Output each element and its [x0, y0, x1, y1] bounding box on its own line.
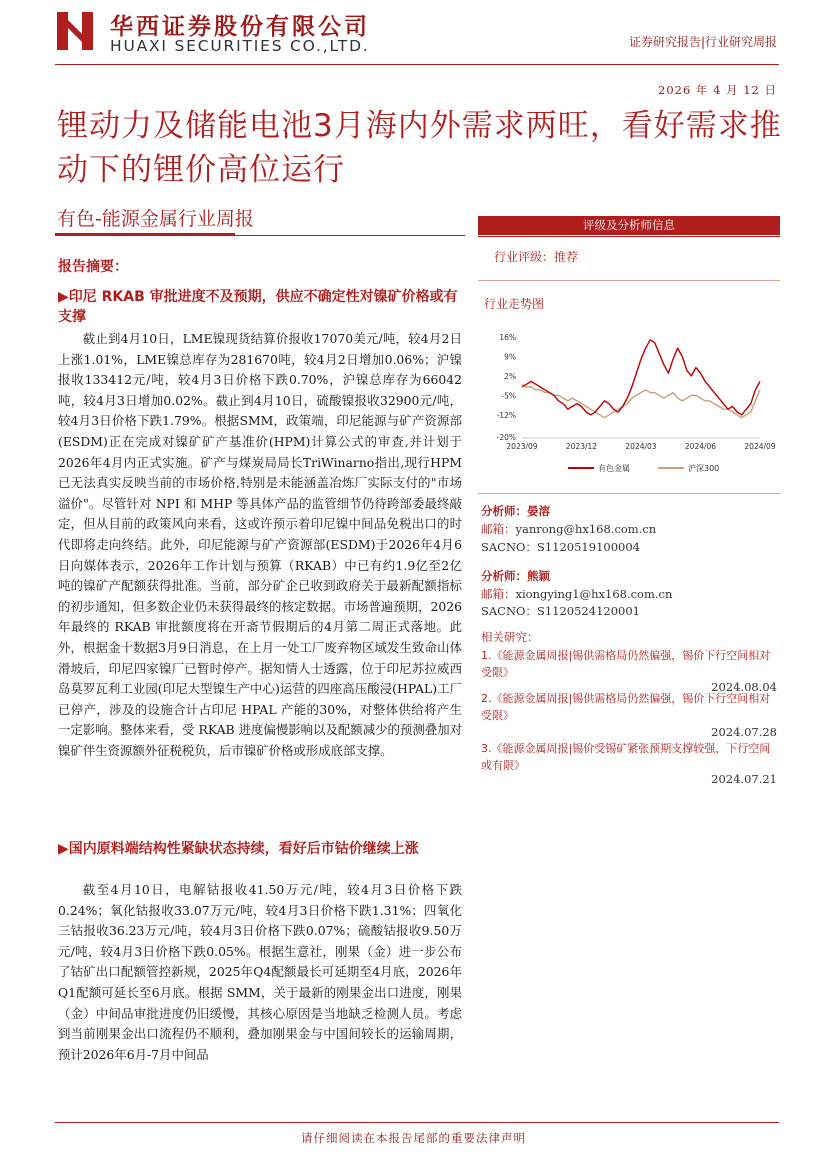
sidebar-divider	[478, 493, 780, 494]
analyst-email-2[interactable]: 邮箱：xiongying1@hx168.com.cn	[481, 587, 673, 601]
x-tick-label: 2024/09	[744, 442, 776, 451]
analyst-name-1: 分析师：晏溶	[481, 504, 550, 518]
y-tick-label: -12%	[496, 410, 516, 420]
x-tick-label: 2024/03	[625, 442, 657, 451]
rating-value: 推荐	[554, 250, 579, 264]
rating-label: 行业评级：	[494, 250, 555, 264]
report-title: 锂动力及储能电池3月海内外需求两旺，看好需求推动下的锂价高位运行	[57, 108, 782, 188]
company-name-en: HUAXI SECURITIES CO.,LTD.	[110, 37, 370, 55]
related-research-label: 相关研究：	[481, 630, 539, 644]
rating-analyst-bar: 评级及分析师信息	[478, 216, 780, 235]
footer-divider	[55, 1122, 779, 1123]
y-tick-label: -5%	[501, 391, 516, 401]
related-research-date: 2024.07.21	[711, 772, 777, 786]
subtitle-accent	[55, 233, 235, 236]
analyst-email-1[interactable]: 邮箱：yanrong@hx168.com.cn	[481, 522, 657, 536]
related-research-date: 2024.08.04	[711, 680, 777, 694]
section-heading-cobalt: ▶国内原料端结构性紧缺状态持续，看好后市钴价继续上涨	[58, 841, 419, 857]
y-tick-label: 9%	[504, 352, 516, 362]
y-tick-label: -20%	[496, 433, 516, 442]
analyst-sac-2: SACNO：S1120524120001	[481, 604, 640, 618]
report-date: 2026 年 4 月 12 日	[658, 83, 777, 97]
series-line	[522, 340, 760, 415]
legend-label: 有色金属	[598, 464, 630, 473]
analyst-sac-1: SACNO：S1120519100004	[481, 540, 640, 554]
y-tick-label: 2%	[504, 371, 516, 381]
legal-notice: 请仔细阅读在本报告尾部的重要法律声明	[301, 1131, 526, 1145]
section-body-nickel: 截止到4月10日，LME镍现货结算价报收17070美元/吨，较4月2日上涨1.01%，LME镍总库存为281670吨，较4月2日增加0.06%；沪镍报收133412元/吨，较4月3日价格下跌0.70%，沪镍总库存为66042吨，较4月3日增加0.02%。截止到4月10日，硫酸镍报收32900元/吨，较4月3日价格下跌1.79%。根据SMM，政策端，印尼能源与矿产资源部(ESDM)正在完成对镍矿矿产基准价(HPM)计算公式的审查,并计划于2026年4月内正式实施。矿产与煤炭局局长TriWinarno指出,现行HPM已无法真实反映当前的市场价格,特别是未能涵盖冶炼厂实际支付的"市场溢价"。尽管针对 NPI 和 MHP 等具体产品的监管细节仍待跨部委最终敲定，但从目前的政策风向来看，这或许预示着印尼镍中间品免税出口的时代即将走向终结。此外，印尼能源与矿产资源部(ESDM)于2026年4月6日向媒体表示，2026年工作计划与预算（RKAB）中已有约1.9亿至2亿吨的镍矿产配额获得批准。当前，部分矿企已收到政府关于最新配额指标的初步通知，但多数企业仍未获得最终的核定数据。市场普遍预期，2026年最终的 RKAB 审批额度将在开斋节假期后的4月第二周正式落地。此外，根据金十数据3月9日消息，在上月一处工厂废弃物区域发生致命山体滑坡后，印尼四家镍厂已暂时停产。据知情人士透露，位于印尼苏拉威西岛莫罗瓦利工业园(印尼大型镍生产中心)运营的四座高压酸浸(HPAL)工厂已停产，涉及的设施合计占印尼 HPAL 产能的30%，对整体供给将产生一定影响。整体来看，受 RKAB 进度偏慢影响以及配额减少的预测叠加对镍矿伴生资源额外征税税负，后市镍矿价格或形成底部支撑。	[58, 331, 462, 758]
trend-chart	[478, 325, 780, 485]
related-research-item[interactable]: 1.《能源金属周报|锡供需格局仍然偏强，锡价下行空间相对受限》	[481, 649, 771, 679]
company-name-cn: 华西证券股份有限公司	[110, 14, 370, 40]
y-tick-label: 16%	[499, 333, 516, 342]
x-tick-label: 2023/09	[506, 442, 538, 451]
summary-label: 报告摘要：	[58, 259, 128, 275]
analyst-name-2: 分析师：熊颖	[481, 569, 550, 583]
legend-label: 沪深300	[688, 464, 720, 473]
report-type: 证券研究报告|行业研究周报	[628, 35, 777, 49]
related-research-date: 2024.07.28	[711, 725, 777, 739]
section-body-cobalt: 截至4月10日，电解钴报收41.50万元/吨，较4月3日价格下跌0.24%；氧化钴报收33.07万元/吨，较4月3日价格下跌1.31%；四氧化三钴报收36.23万元/吨，较4月3日价格下跌0.07%；硫酸钴报收9.50万元/吨，较4月3日价格下跌0.05%。根据生意社，刚果（金）进一步公布了钴矿出口配额管控新规，2025年Q4配额最长可延期至4月底，2026年Q1配额可延长至6月底。根据 SMM，关于最新的刚果金出口进度，刚果（金）中间品审批进度仍旧缓慢，其核心原因是当地缺乏检测人员。考虑到当前刚果金出口流程仍不顺利，叠加刚果金与中国间较长的运输周期，预计2026年6月-7月中间品	[58, 882, 462, 1062]
industry-rating	[494, 248, 578, 265]
x-tick-label: 2023/12	[565, 442, 598, 451]
sidebar-divider	[478, 236, 780, 237]
section-heading-nickel: ▶印尼 RKAB 审批进度不及预期，供应不确定性对镍矿价格或有支撑	[58, 289, 458, 325]
company-logo-icon	[55, 10, 95, 52]
sidebar-divider	[478, 280, 780, 281]
related-research-item[interactable]: 3.《能源金属周报|锡价受锡矿紧张预期支撑较强，下行空间或有限》	[481, 742, 771, 772]
report-subtitle: 有色-能源金属行业周报	[57, 208, 254, 230]
trend-chart-title: 行业走势图	[484, 297, 545, 311]
header-divider	[55, 64, 779, 65]
x-tick-label: 2024/06	[684, 442, 717, 451]
related-research-item[interactable]: 2.《能源金属周报|锡供需格局仍然偏强，锡价下行空间相对受限》	[481, 692, 771, 722]
